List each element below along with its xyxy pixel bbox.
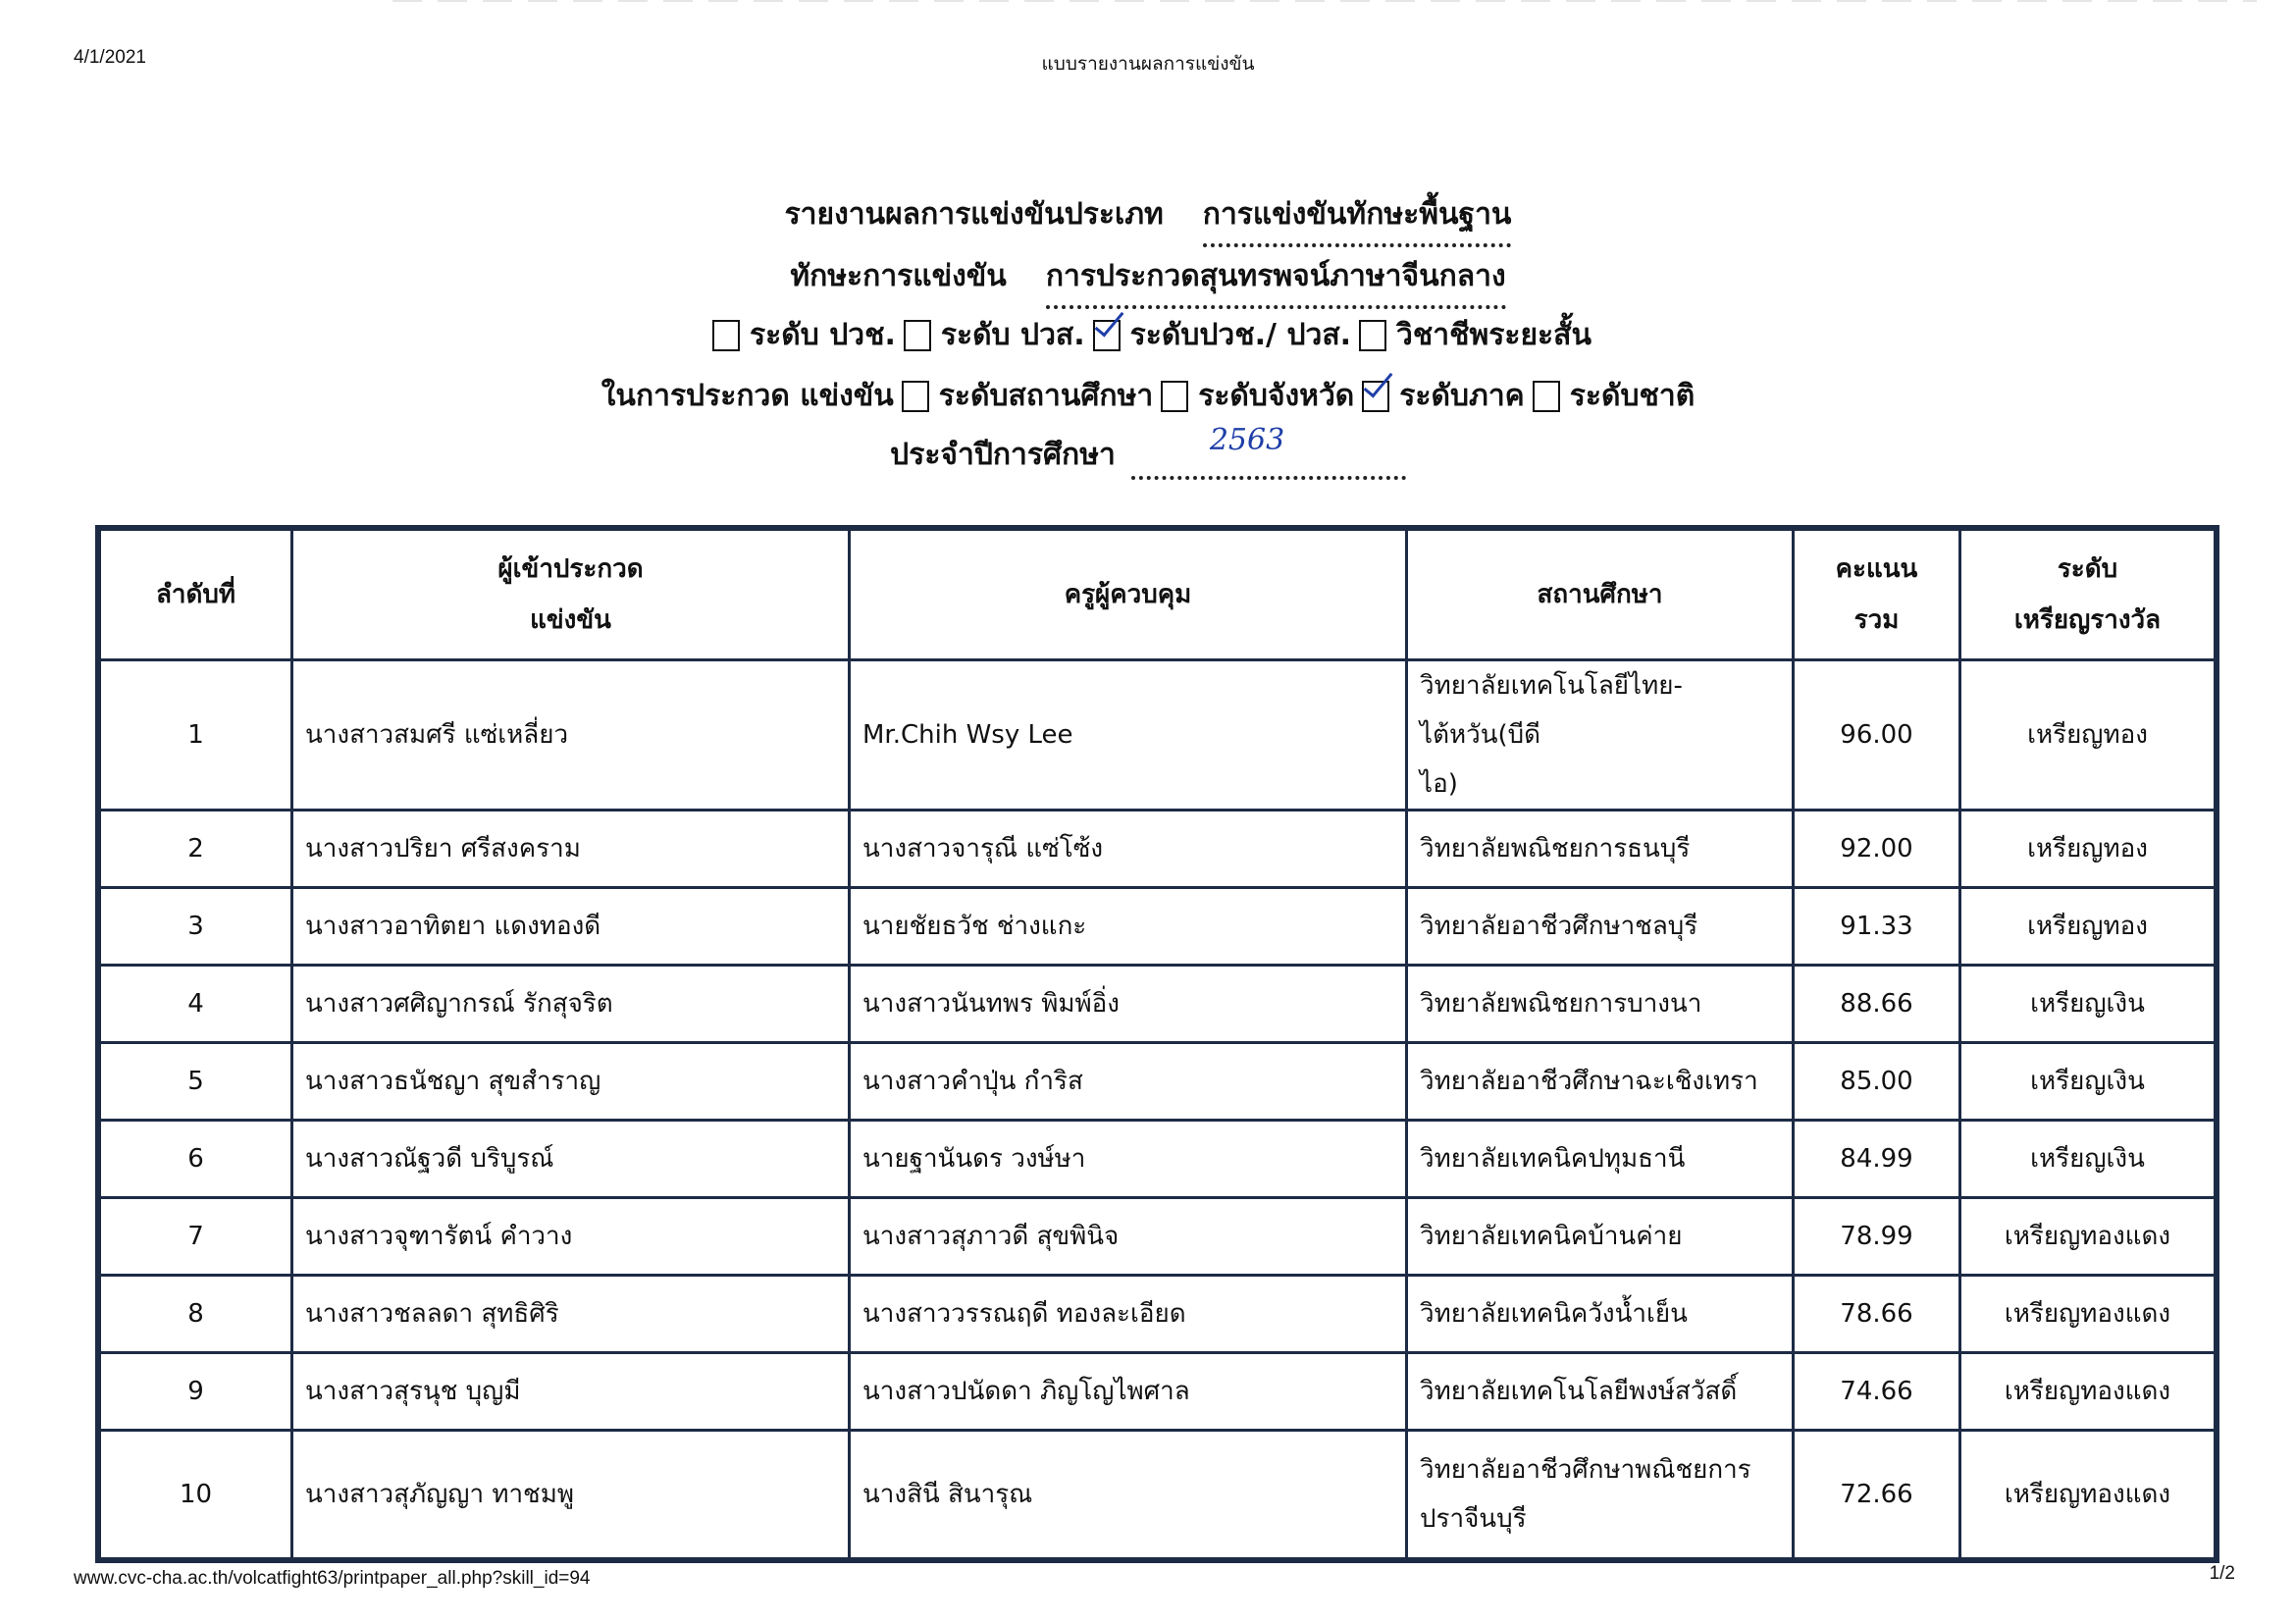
- cell-award: เหรียญเงิน: [1960, 1043, 2216, 1121]
- cell-teacher: นางสินี สินารุณ: [850, 1431, 1407, 1559]
- cell-contestant: นางสาวจุฑารัตน์ คำวาง: [292, 1198, 850, 1276]
- cell-contestant: นางสาวอาทิตยา แดงทองดี: [292, 888, 850, 966]
- contest-level-label-3: ระดับชาติ: [1569, 379, 1696, 413]
- cell-teacher: นางสาวจารุณี แซ่โซ้ง: [850, 811, 1407, 888]
- cell-teacher: นางสาววรรณฤดี ทองละเอียด: [850, 1276, 1407, 1353]
- contest-checkbox-0[interactable]: [902, 381, 929, 412]
- cell-contestant: นางสาวปริยา ศรีสงคราม: [292, 811, 850, 888]
- level-label-2: ระดับปวช./ ปวส.: [1129, 318, 1352, 352]
- cell-teacher: นางสาวสุภาวดี สุขพินิจ: [850, 1198, 1407, 1276]
- cell-school: วิทยาลัยเทคโนโลยีไทย-ไต้หวัน(บีดี ไอ): [1407, 660, 1794, 811]
- cell-contestant: นางสาวชลลดา สุทธิศิริ: [292, 1276, 850, 1353]
- cell-school: วิทยาลัยเทคนิควังน้ำเย็น: [1407, 1276, 1794, 1353]
- table-row: [100, 1198, 2216, 1276]
- academic-year-line: [0, 422, 2296, 478]
- header-award: ระดับ เหรียญรางวัล: [1960, 530, 2216, 660]
- table-row: [100, 888, 2216, 966]
- cell-rank: 7: [100, 1198, 292, 1276]
- level-checkbox-line: [0, 312, 2296, 358]
- print-header-title: แบบรายงานผลการแข่งขัน: [1041, 53, 1255, 75]
- table-row: [100, 1276, 2216, 1353]
- cell-teacher: นายชัยธวัช ช่างแกะ: [850, 888, 1407, 966]
- cell-score: 92.00: [1794, 811, 1960, 888]
- cell-contestant: นางสาวสุภัญญา ทาชมพู: [292, 1431, 850, 1559]
- cell-contestant: นางสาวณัฐวดี บริบูรณ์: [292, 1121, 850, 1198]
- skill-value: การประกวดสุนทรพจน์ภาษาจีนกลาง: [1046, 253, 1506, 299]
- contest-level-line: [0, 373, 2296, 419]
- scan-top-artifact: [392, 0, 2257, 2]
- table-row: [100, 660, 2216, 811]
- header-score: คะแนน รวม: [1794, 530, 1960, 660]
- cell-score: 91.33: [1794, 888, 1960, 966]
- cell-rank: 10: [100, 1431, 292, 1559]
- header-rank: ลำดับที่: [100, 530, 292, 660]
- contest-level-label-0: ระดับสถานศึกษา: [938, 379, 1154, 413]
- year-value-handwritten: 2563: [1209, 422, 1285, 457]
- results-table: [98, 528, 2217, 1560]
- table-row: [100, 966, 2216, 1043]
- header-contestant: ผู้เข้าประกวด แข่งขัน: [292, 530, 850, 660]
- table-header-row: [100, 530, 2216, 660]
- header-school: สถานศึกษา: [1407, 530, 1794, 660]
- heading-skill-line: [0, 253, 2296, 299]
- contest-level-label-2: ระดับภาค: [1399, 379, 1525, 413]
- cell-teacher: Mr.Chih Wsy Lee: [850, 660, 1407, 811]
- contest-label: ในการประกวด แข่งขัน: [600, 379, 894, 413]
- cell-award: เหรียญทองแดง: [1960, 1353, 2216, 1431]
- print-date: 4/1/2021: [74, 47, 146, 68]
- skill-label: ทักษะการแข่งขัน: [790, 259, 1007, 293]
- level-label-3: วิชาชีพระยะสั้น: [1396, 318, 1592, 352]
- cell-rank: 9: [100, 1353, 292, 1431]
- level-checkbox-3[interactable]: [1359, 320, 1386, 351]
- level-checkbox-0[interactable]: [712, 320, 740, 351]
- contest-checkbox-3[interactable]: [1533, 381, 1560, 412]
- year-label: ประจำปีการศึกษา: [890, 438, 1116, 472]
- cell-rank: 1: [100, 660, 292, 811]
- table-row: [100, 1121, 2216, 1198]
- table-row: [100, 811, 2216, 888]
- year-field: [1131, 422, 1406, 470]
- level-checkbox-2[interactable]: [1093, 320, 1121, 351]
- cell-rank: 3: [100, 888, 292, 966]
- level-label-0: ระดับ ปวช.: [750, 318, 896, 352]
- contest-checkbox-2[interactable]: [1362, 381, 1389, 412]
- cell-school: วิทยาลัยอาชีวศึกษาฉะเชิงเทรา: [1407, 1043, 1794, 1121]
- cell-contestant: นางสาวธนัชญา สุขสำราญ: [292, 1043, 850, 1121]
- cell-school: วิทยาลัยอาชีวศึกษาพณิชยการ ปราจีนบุรี: [1407, 1431, 1794, 1559]
- cell-award: เหรียญเงิน: [1960, 966, 2216, 1043]
- cell-award: เหรียญทองแดง: [1960, 1198, 2216, 1276]
- cell-contestant: นางสาวสุรนุช บุญมี: [292, 1353, 850, 1431]
- heading-type-line: [0, 191, 2296, 237]
- table-row: [100, 1431, 2216, 1559]
- cell-award: เหรียญทอง: [1960, 660, 2216, 811]
- cell-score: 74.66: [1794, 1353, 1960, 1431]
- cell-school: วิทยาลัยพณิชยการธนบุรี: [1407, 811, 1794, 888]
- cell-rank: 4: [100, 966, 292, 1043]
- type-value: การแข่งขันทักษะพื้นฐาน: [1203, 191, 1512, 237]
- cell-rank: 2: [100, 811, 292, 888]
- cell-rank: 8: [100, 1276, 292, 1353]
- cell-score: 88.66: [1794, 966, 1960, 1043]
- cell-award: เหรียญทองแดง: [1960, 1431, 2216, 1559]
- contest-checkbox-1[interactable]: [1161, 381, 1188, 412]
- cell-score: 72.66: [1794, 1431, 1960, 1559]
- cell-school: วิทยาลัยเทคนิคบ้านค่าย: [1407, 1198, 1794, 1276]
- cell-score: 78.66: [1794, 1276, 1960, 1353]
- header-teacher: ครูผู้ควบคุม: [850, 530, 1407, 660]
- table-row: [100, 1043, 2216, 1121]
- level-checkbox-1[interactable]: [904, 320, 931, 351]
- contest-level-label-1: ระดับจังหวัด: [1198, 379, 1355, 413]
- cell-award: เหรียญเงิน: [1960, 1121, 2216, 1198]
- level-label-1: ระดับ ปวส.: [940, 318, 1085, 352]
- cell-award: เหรียญทองแดง: [1960, 1276, 2216, 1353]
- cell-teacher: นางสาวนันทพร พิมพ์อิ่ง: [850, 966, 1407, 1043]
- cell-rank: 6: [100, 1121, 292, 1198]
- type-label: รายงานผลการแข่งขันประเภท: [784, 197, 1164, 232]
- cell-teacher: นางสาวปนัดดา ภิญโญไพศาล: [850, 1353, 1407, 1431]
- print-footer-url: www.cvc-cha.ac.th/volcatfight63/printpaper_all.php?skill_id=94: [74, 1568, 591, 1589]
- cell-score: 78.99: [1794, 1198, 1960, 1276]
- cell-teacher: นางสาวคำปุ่น กำริส: [850, 1043, 1407, 1121]
- table-row: [100, 1353, 2216, 1431]
- cell-school: วิทยาลัยพณิชยการบางนา: [1407, 966, 1794, 1043]
- page-number: 1/2: [2209, 1563, 2235, 1584]
- cell-contestant: นางสาวสมศรี แซ่เหลี่ยว: [292, 660, 850, 811]
- cell-school: วิทยาลัยเทคนิคปทุมธานี: [1407, 1121, 1794, 1198]
- cell-contestant: นางสาวศศิญากรณ์ รักสุจริต: [292, 966, 850, 1043]
- cell-score: 85.00: [1794, 1043, 1960, 1121]
- cell-school: วิทยาลัยอาชีวศึกษาชลบุรี: [1407, 888, 1794, 966]
- cell-score: 84.99: [1794, 1121, 1960, 1198]
- cell-rank: 5: [100, 1043, 292, 1121]
- cell-score: 96.00: [1794, 660, 1960, 811]
- cell-award: เหรียญทอง: [1960, 811, 2216, 888]
- cell-teacher: นายฐานันดร วงษ์ษา: [850, 1121, 1407, 1198]
- cell-award: เหรียญทอง: [1960, 888, 2216, 966]
- cell-school: วิทยาลัยเทคโนโลยีพงษ์สวัสดิ์: [1407, 1353, 1794, 1431]
